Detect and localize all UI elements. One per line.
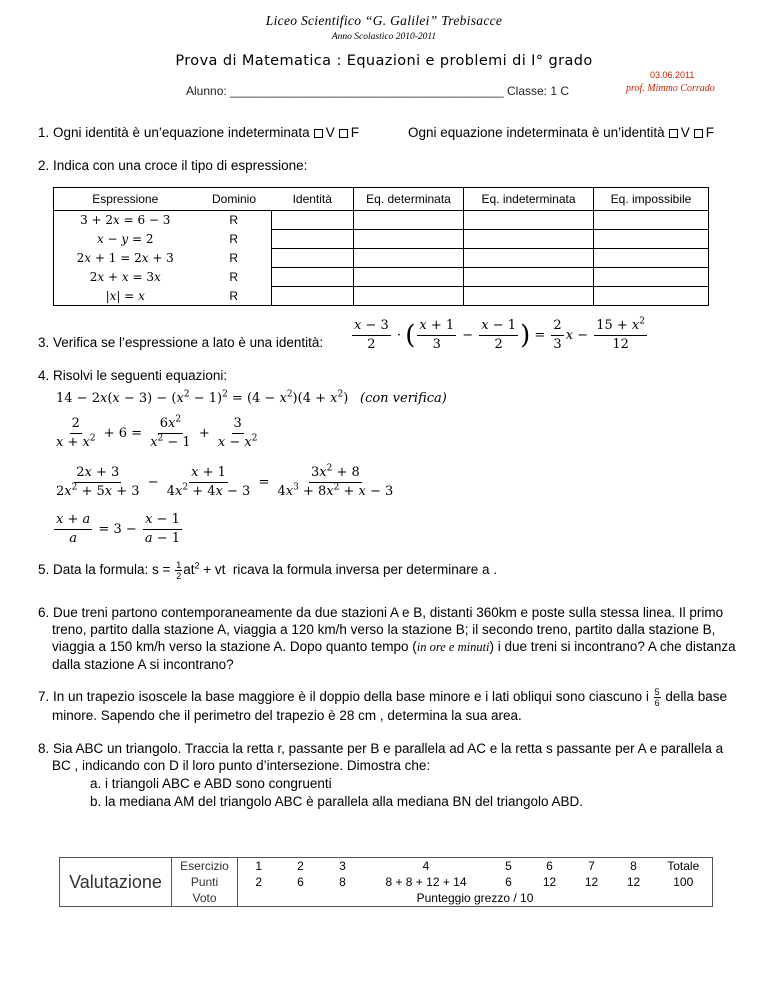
question-5: 5. Data la formula: s = $\frac{1}{2}$ $at^2$ + vt ricava la formula inversa per determinare a . xyxy=(38,560,498,581)
question-1-left: 1. Ogni identità è un’equazione indeterminata V F xyxy=(38,125,359,140)
question-3-expression: $\frac{x - 3}{2}$ · ( $\frac{x + 1}{3}$ − $\frac{x - 1}{2}$ ) = $\frac{2}{3}$ x − $\frac{15 + x^2}{12}$ xyxy=(354,316,645,352)
teacher-name: prof. Mimmo Corrado xyxy=(626,83,715,94)
col-domain: Dominio xyxy=(197,188,272,211)
grading-table: Valutazione Esercizio 1 2 3 4 5 6 7 8 Totale Punti 2 6 8 8 + 8 + 12 + 14 6 12 12 12 100 Voto Punteggio grezzo / 10 xyxy=(59,857,713,907)
equation-1: $14 - 2x(x - 3) - (x^2 - 1)^2 = (4 - x^2)(4 + x^2)$ xyxy=(56,389,349,406)
checkbox-f-left[interactable] xyxy=(339,129,348,138)
question-8-b: b. la mediana AM del triangolo ABC è parallela alla mediana BN del triangolo ABD. xyxy=(90,794,584,809)
checkbox-f-right[interactable] xyxy=(694,129,703,138)
question-8-a: a. i triangoli ABC e ABD sono congruenti xyxy=(90,776,332,791)
test-date: 03.06.2011 xyxy=(650,70,695,80)
col-expression: Espressione xyxy=(54,188,197,211)
col-determined: Eq. determinata xyxy=(354,188,464,211)
question-1-right: Ogni equazione indeterminata è un’identità V F xyxy=(408,125,714,140)
col-identity: Identità xyxy=(272,188,354,211)
question-3-text: 3. Verifica se l’espressione a lato è una identità: xyxy=(38,335,324,350)
table-row: 2x + x = 3x R xyxy=(54,268,709,287)
grading-title: Valutazione xyxy=(60,858,172,907)
question-8: 8. Sia ABC un triangolo. Traccia la retta r, passante per B e parallela ad AC e la retta s passante per A e parallela a BC , indicando con D il loro punto d’intersezione. Dimostra che: xyxy=(38,741,724,773)
equation-3: $\frac{2x + 3}{2x^2 + 5x + 3}$ − $\frac{x + 1}{4x^2 + 4x - 3}$ = $\frac{3x^2 + 8}{4x^3 + 8x^2 + x - 3}$ xyxy=(56,463,394,499)
question-4-text: 4. Risolvi le seguenti equazioni: xyxy=(38,368,228,383)
checkbox-v-right[interactable] xyxy=(669,129,678,138)
table-row: 2x + 1 = 2x + 3 R xyxy=(54,249,709,268)
question-6: 6. Due treni partono contemporaneamente da due stazioni A e B, distanti 360km e poste sulla stessa linea. Il primo treno, partito dalla stazione A, viaggia a 120 km/h verso la stazione B; il secondo treno, partito dalla stazione B, viaggia a 150 km/h verso la stazione A. Dopo quanto tempo (in ore e minuti) i due treni si incontrano? A che distanza dalla stazione A si incontrano? xyxy=(38,605,736,672)
table-row: |x| = x R xyxy=(54,287,709,306)
verification-note: (con verifica) xyxy=(360,391,447,406)
question-2-text: 2. Indica con una croce il tipo di espressione: xyxy=(38,158,308,173)
student-line: Alunno: _________________________________________ Classe: 1 C xyxy=(186,84,570,98)
col-impossible: Eq. impossibile xyxy=(594,188,709,211)
question-7-line2: minore. Sapendo che il perimetro del trapezio è 28 cm , determina la sua area. xyxy=(52,708,522,723)
table-row: 3 + 2x = 6 − 3 R xyxy=(54,211,709,230)
table-row: x − y = 2 R xyxy=(54,230,709,249)
checkbox-v-left[interactable] xyxy=(314,129,323,138)
question-7-line1: 7. In un trapezio isoscele la base maggiore è il doppio della base minore e i lati obliqui sono ciascuno i $\frac{5}{6}$ della base xyxy=(38,687,727,708)
equation-4: $\frac{x + a}{a}$ = 3 − $\frac{x - 1}{a - 1}$ xyxy=(56,512,181,546)
equation-2: $\frac{2}{x + x^2}$ + 6 = $\frac{6x^2}{x^2 - 1}$ + $\frac{3}{x - x^2}$ xyxy=(56,414,258,450)
grading-voto: Punteggio grezzo / 10 xyxy=(416,891,534,905)
test-title: Prova di Matematica : Equazioni e problemi di I° grado xyxy=(175,53,593,69)
col-undetermined: Eq. indeterminata xyxy=(464,188,594,211)
school-name: Liceo Scientifico “G. Galilei” Trebisacce xyxy=(265,13,503,28)
expression-table xyxy=(53,187,709,306)
school-year: Anno Scolastico 2010-2011 xyxy=(331,32,437,42)
